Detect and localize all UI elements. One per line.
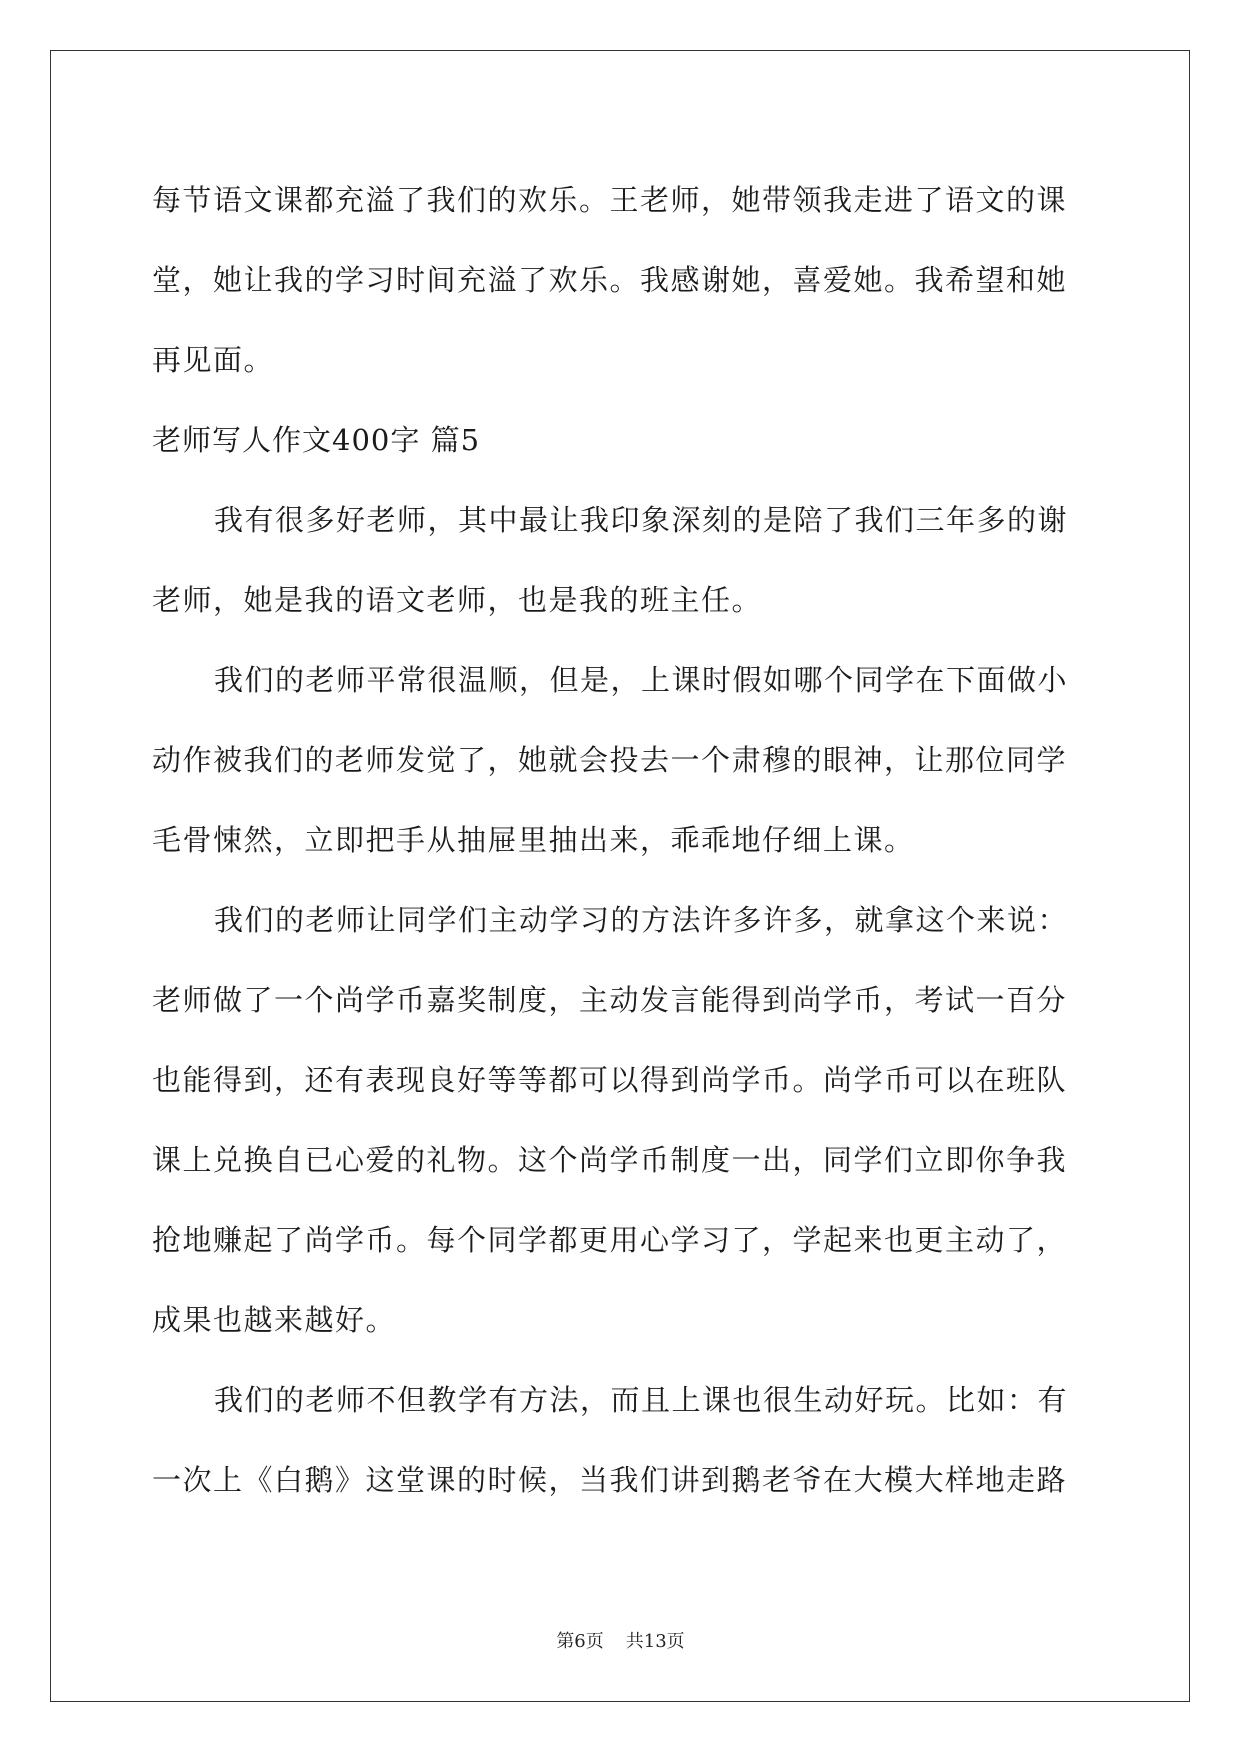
text-line: 老师，她是我的语文老师，也是我的班主任。 <box>152 583 763 617</box>
section-heading: 老师写人作文400字 篇5 <box>152 423 481 457</box>
text-line: 动作被我们的老师发觉了，她就会投去一个肃穆的眼神，让那位同学 <box>152 743 1068 777</box>
text-line: 也能得到，还有表现良好等等都可以得到尚学币。尚学币可以在班队 <box>152 1063 1068 1097</box>
text-line: 课上兑换自已心爱的礼物。这个尚学币制度一出，同学们立即你争我 <box>152 1143 1068 1177</box>
document-body <box>152 160 1092 1520</box>
text-line: 一次上《白鹅》这堂课的时候，当我们讲到鹅老爷在大模大样地走路 <box>152 1463 1068 1497</box>
text-line: 抢地赚起了尚学币。每个同学都更用心学习了，学起来也更主动了， <box>152 1223 1068 1257</box>
page-footer <box>0 1630 1241 1654</box>
page-number: 第6页 <box>556 1631 604 1652</box>
paragraph-first-line: 我们的老师平常很温顺，但是，上课时假如哪个同学在下面做小 <box>214 663 1069 697</box>
paragraph-first-line: 我们的老师让同学们主动学习的方法许多许多，就拿这个来说： <box>214 903 1069 937</box>
text-line: 堂，她让我的学习时间充溢了欢乐。我感谢她，喜爱她。我希望和她 <box>152 263 1068 297</box>
text-line: 毛骨悚然，立即把手从抽屉里抽出来，乖乖地仔细上课。 <box>152 823 915 857</box>
page-total: 共13页 <box>625 1631 685 1652</box>
text-line: 每节语文课都充溢了我们的欢乐。王老师，她带领我走进了语文的课 <box>152 183 1068 217</box>
paragraph-first-line: 我们的老师不但教学有方法，而且上课也很生动好玩。比如：有 <box>214 1383 1069 1417</box>
text-line: 老师做了一个尚学币嘉奖制度，主动发言能得到尚学币，考试一百分 <box>152 983 1068 1017</box>
text-line: 再见面。 <box>152 343 275 377</box>
text-line: 成果也越来越好。 <box>152 1303 397 1337</box>
paragraph-first-line: 我有很多好老师，其中最让我印象深刻的是陪了我们三年多的谢 <box>214 503 1069 537</box>
